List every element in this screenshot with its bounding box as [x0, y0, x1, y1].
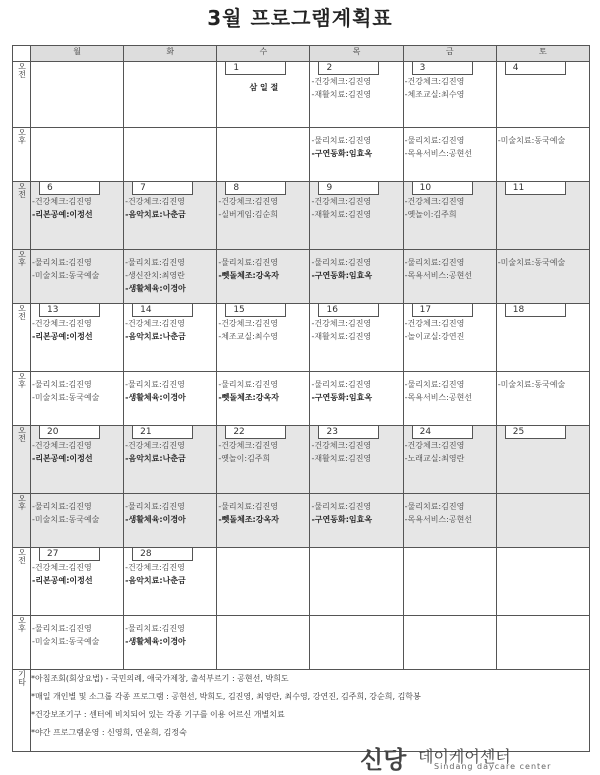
- date-number: 22: [225, 426, 286, 439]
- day-header: 목: [310, 46, 403, 62]
- pm-label-text: 오후: [17, 494, 27, 510]
- day-cell: [310, 182, 403, 250]
- program-entry: -재활치료:김진영: [311, 454, 372, 463]
- program-entry: -건강체크:김진영: [32, 563, 92, 572]
- date-number: 14: [132, 304, 193, 317]
- day-cell: [310, 250, 403, 304]
- program-entry: -노래교실:최영란: [404, 454, 465, 463]
- program-entry: -물리치료:김진영: [311, 502, 372, 511]
- program-entry: -재활치료:김진영: [311, 332, 372, 341]
- day-cell: [310, 548, 403, 616]
- program-entry: -건강체크:김진영: [218, 319, 278, 328]
- day-header: 토: [496, 46, 589, 62]
- program-entry: -뻿돌체조:강옥자: [218, 271, 279, 280]
- day-cell: [310, 62, 403, 128]
- am-label-text: 오전: [17, 426, 27, 442]
- week-2-am-row: [13, 182, 590, 250]
- program-entry: -건강체크:김진영: [32, 319, 92, 328]
- day-cell: [217, 62, 310, 128]
- date-number: 13: [39, 304, 100, 317]
- day-cell: [124, 548, 217, 616]
- day-cell: [403, 304, 496, 372]
- day-cell: [310, 494, 403, 548]
- pm-label: [13, 616, 31, 670]
- program-entry: -물리치료:김진영: [404, 502, 465, 511]
- week-5-pm-row: [13, 616, 590, 670]
- day-cell: [496, 494, 589, 548]
- am-label-text: 오전: [17, 548, 27, 564]
- day-cell: [496, 372, 589, 426]
- pm-label: [13, 372, 31, 426]
- program-entry: -리본공예:이정선: [32, 210, 93, 219]
- logo-name: 데이케어센터: [418, 747, 511, 766]
- program-entry: -건강체크:김진영: [125, 319, 185, 328]
- date-number: 8: [225, 182, 286, 195]
- am-label: [13, 426, 31, 494]
- day-cell: [496, 62, 589, 128]
- date-number: 3: [412, 62, 473, 75]
- program-entry: -미술치료:동국예술: [497, 258, 566, 267]
- pm-label-text: 오후: [17, 616, 27, 632]
- program-entry: -물리치료:김진영: [311, 136, 372, 145]
- program-entry: -물리치료:김진영: [311, 258, 372, 267]
- day-cell: [310, 616, 403, 670]
- program-entry: -뻿돌체조:강옥자: [218, 393, 279, 402]
- notes-label-text: 기타: [17, 670, 27, 686]
- day-cell: [496, 548, 589, 616]
- day-cell: [310, 372, 403, 426]
- program-entry: -물리치료:김진영: [32, 502, 92, 511]
- program-entry: -미술치료:동국예술: [497, 136, 566, 145]
- date-number: 17: [412, 304, 473, 317]
- day-header: 월: [31, 46, 124, 62]
- date-number: 4: [505, 62, 566, 75]
- day-cell: [310, 304, 403, 372]
- program-entry: -물리치료:김진영: [125, 258, 185, 267]
- day-cell: [217, 426, 310, 494]
- day-cell: [403, 250, 496, 304]
- program-entry: -물리치료:김진영: [125, 624, 185, 633]
- week-4-am-row: [13, 426, 590, 494]
- program-entry: -건강체크:김진영: [404, 319, 465, 328]
- note-line: *건강보조기구 : 센터에 비치되어 있는 각종 기구를 이용 어르신 개별치료: [31, 710, 285, 719]
- notes-cell: [31, 670, 590, 752]
- program-entry: -음악치료:나춘금: [125, 454, 186, 463]
- program-entry: -물리치료:김진영: [404, 258, 465, 267]
- am-label: [13, 548, 31, 616]
- date-number: 6: [39, 182, 100, 195]
- date-number: 7: [132, 182, 193, 195]
- program-entry: -생신잔치:최영란: [125, 271, 185, 280]
- pm-label-text: 오후: [17, 128, 27, 144]
- week-5-am-row: [13, 548, 590, 616]
- page-title: 3월 프로그램계획표: [207, 6, 393, 30]
- program-entry: -구연동화:임효옥: [311, 271, 373, 280]
- date-number: 25: [505, 426, 566, 439]
- day-cell: [31, 372, 124, 426]
- program-entry: -옛놀이:김주희: [404, 210, 457, 219]
- day-cell: [31, 494, 124, 548]
- date-number: 18: [505, 304, 566, 317]
- program-entry: -미술치료:동국예술: [32, 637, 100, 646]
- day-cell: [496, 304, 589, 372]
- day-cell: [403, 548, 496, 616]
- pm-label: [13, 128, 31, 182]
- program-entry: -옛놀이:김주희: [218, 454, 271, 463]
- day-cell: [31, 548, 124, 616]
- program-entry: -물리치료:김진영: [218, 502, 278, 511]
- am-label: [13, 304, 31, 372]
- notes-label: [13, 670, 31, 752]
- program-entry: -물리치료:김진영: [125, 380, 185, 389]
- program-entry: -물리치료:김진영: [404, 136, 465, 145]
- day-cell: [217, 494, 310, 548]
- date-number: 28: [132, 548, 193, 561]
- day-cell: [217, 548, 310, 616]
- week-2-pm-row: [13, 250, 590, 304]
- day-cell: [217, 250, 310, 304]
- day-header: 화: [124, 46, 217, 62]
- pm-label-text: 오후: [17, 250, 27, 266]
- day-cell: [31, 62, 124, 128]
- program-entry: -생활체육:이경아: [125, 284, 186, 293]
- program-entry: -물리치료:김진영: [311, 380, 372, 389]
- program-entry: -재활치료:김진영: [311, 90, 372, 99]
- program-entry: -구연동화:임효옥: [311, 393, 373, 402]
- day-cell: [124, 494, 217, 548]
- program-entry: -구연동화:임효옥: [311, 515, 373, 524]
- day-cell: [496, 426, 589, 494]
- day-header: 금: [403, 46, 496, 62]
- program-entry: -건강체크:김진영: [404, 197, 465, 206]
- program-entry: -리본공예:이정선: [32, 576, 93, 585]
- program-entry: -생활체육:이경아: [125, 515, 186, 524]
- date-number: 15: [225, 304, 286, 317]
- day-cell: [124, 182, 217, 250]
- program-entry: -생활체육:이경아: [125, 393, 186, 402]
- week-4-pm-row: [13, 494, 590, 548]
- day-cell: [217, 182, 310, 250]
- program-entry: -미술치료:동국예술: [497, 380, 566, 389]
- date-number: 2: [318, 62, 379, 75]
- date-number: 23: [318, 426, 379, 439]
- am-label: [13, 62, 31, 128]
- date-number: 24: [412, 426, 473, 439]
- day-cell: [124, 250, 217, 304]
- day-cell: [217, 616, 310, 670]
- program-entry: -물리치료:김진영: [32, 380, 92, 389]
- program-entry: -건강체크:김진영: [125, 441, 185, 450]
- day-cell: [31, 182, 124, 250]
- calendar-table: [12, 45, 590, 752]
- day-cell: [31, 304, 124, 372]
- week-1-am-row: [13, 62, 590, 128]
- day-cell: [217, 304, 310, 372]
- day-cell: [217, 372, 310, 426]
- day-cell: [124, 426, 217, 494]
- day-cell: [124, 372, 217, 426]
- date-number: 11: [505, 182, 566, 195]
- program-entry: -음악치료:나춘금: [125, 576, 186, 585]
- day-cell: [496, 616, 589, 670]
- program-entry: -체조교실:최수영: [218, 332, 278, 341]
- program-entry: -물리치료:김진영: [218, 380, 278, 389]
- am-label-text: 오전: [17, 62, 27, 78]
- note-line: *야간 프로그램운영 : 신영희, 연윤희, 김정숙: [31, 728, 187, 737]
- day-cell: [496, 182, 589, 250]
- program-entry: -건강체크:김진영: [311, 197, 372, 206]
- day-cell: [310, 128, 403, 182]
- program-entry: -목욕서비스:공현선: [404, 149, 473, 158]
- date-number: 1: [225, 62, 286, 75]
- am-label: [13, 182, 31, 250]
- day-cell: [403, 616, 496, 670]
- pm-label: [13, 250, 31, 304]
- program-entry: -건강체크:김진영: [32, 441, 92, 450]
- week-3-am-row: [13, 304, 590, 372]
- program-entry: -목욕서비스:공현선: [404, 393, 473, 402]
- day-cell: [403, 128, 496, 182]
- week-1-pm-row: [13, 128, 590, 182]
- day-cell: [124, 128, 217, 182]
- pm-label-text: 오후: [17, 372, 27, 388]
- day-cell: [31, 250, 124, 304]
- program-entry: -건강체크:김진영: [311, 441, 372, 450]
- program-entry: -놀이교실:강연진: [404, 332, 465, 341]
- day-cell: [403, 426, 496, 494]
- day-cell: [403, 372, 496, 426]
- program-entry: -건강체크:김진영: [311, 319, 372, 328]
- day-cell: [496, 250, 589, 304]
- corner-cell: [13, 46, 31, 62]
- program-entry: -미술치료:동국예술: [32, 393, 100, 402]
- program-entry: -뻿돌체조:강옥자: [218, 515, 279, 524]
- program-entry: -건강체크:김진영: [404, 441, 465, 450]
- date-number: 21: [132, 426, 193, 439]
- program-entry: -구연동화:임효옥: [311, 149, 373, 158]
- program-entry: -음악치료:나춘금: [125, 210, 186, 219]
- day-cell: [124, 616, 217, 670]
- date-number: 16: [318, 304, 379, 317]
- day-cell: [124, 304, 217, 372]
- holiday-label: 삼 일 절: [249, 83, 279, 92]
- center-logo: [360, 744, 590, 772]
- day-cell: [403, 62, 496, 128]
- date-number: 9: [318, 182, 379, 195]
- program-entry: -건강체크:김진영: [125, 197, 185, 206]
- program-entry: -목욕서비스:공현선: [404, 271, 473, 280]
- program-entry: -실버게임:김순희: [218, 210, 278, 219]
- day-header: 수: [217, 46, 310, 62]
- program-entry: -물리치료:김진영: [32, 258, 92, 267]
- program-entry: -건강체크:김진영: [218, 441, 278, 450]
- day-cell: [124, 62, 217, 128]
- program-entry: -체조교실:최수영: [404, 90, 465, 99]
- program-entry: -음악치료:나춘금: [125, 332, 186, 341]
- day-cell: [310, 426, 403, 494]
- day-cell: [496, 128, 589, 182]
- day-cell: [31, 426, 124, 494]
- logo-mark: 신당: [360, 746, 407, 774]
- program-entry: -건강체크:김진영: [311, 77, 372, 86]
- note-line: *아침조회(회상요법) - 국민의례, 애국가제창, 출석부르기 : 공현선, 박희도: [31, 674, 289, 683]
- note-line: *매일 개인별 및 소그룹 각종 프로그램 : 공현선, 박희도, 김진영, 최영란, 최수영, 강연진, 김주희, 강순희, 김학봉: [31, 692, 421, 701]
- day-cell: [217, 128, 310, 182]
- program-entry: -목욕서비스:공현선: [404, 515, 473, 524]
- program-entry: -물리치료:김진영: [218, 258, 278, 267]
- date-number: 10: [412, 182, 473, 195]
- program-entry: -물리치료:김진영: [125, 502, 185, 511]
- pm-label: [13, 494, 31, 548]
- program-entry: -물리치료:김진영: [404, 380, 465, 389]
- program-entry: -미술치료:동국예술: [32, 515, 100, 524]
- program-entry: -미술치료:동국예술: [32, 271, 100, 280]
- day-cell: [31, 128, 124, 182]
- program-entry: -건강체크:김진영: [218, 197, 278, 206]
- logo-english: Sindang daycare center: [434, 762, 552, 771]
- week-3-pm-row: [13, 372, 590, 426]
- notes-row: [13, 670, 590, 752]
- am-label-text: 오전: [17, 182, 27, 198]
- am-label-text: 오전: [17, 304, 27, 320]
- program-entry: -건강체크:김진영: [125, 563, 185, 572]
- program-entry: -재활치료:김진영: [311, 210, 372, 219]
- day-cell: [403, 182, 496, 250]
- program-entry: -리본공예:이정선: [32, 332, 93, 341]
- program-entry: -물리치료:김진영: [32, 624, 92, 633]
- date-number: 27: [39, 548, 100, 561]
- day-cell: [403, 494, 496, 548]
- program-entry: -건강체크:김진영: [32, 197, 92, 206]
- day-cell: [31, 616, 124, 670]
- date-number: 20: [39, 426, 100, 439]
- program-entry: -건강체크:김진영: [404, 77, 465, 86]
- program-entry: -리본공예:이정선: [32, 454, 93, 463]
- program-entry: -생활체육:이경아: [125, 637, 186, 646]
